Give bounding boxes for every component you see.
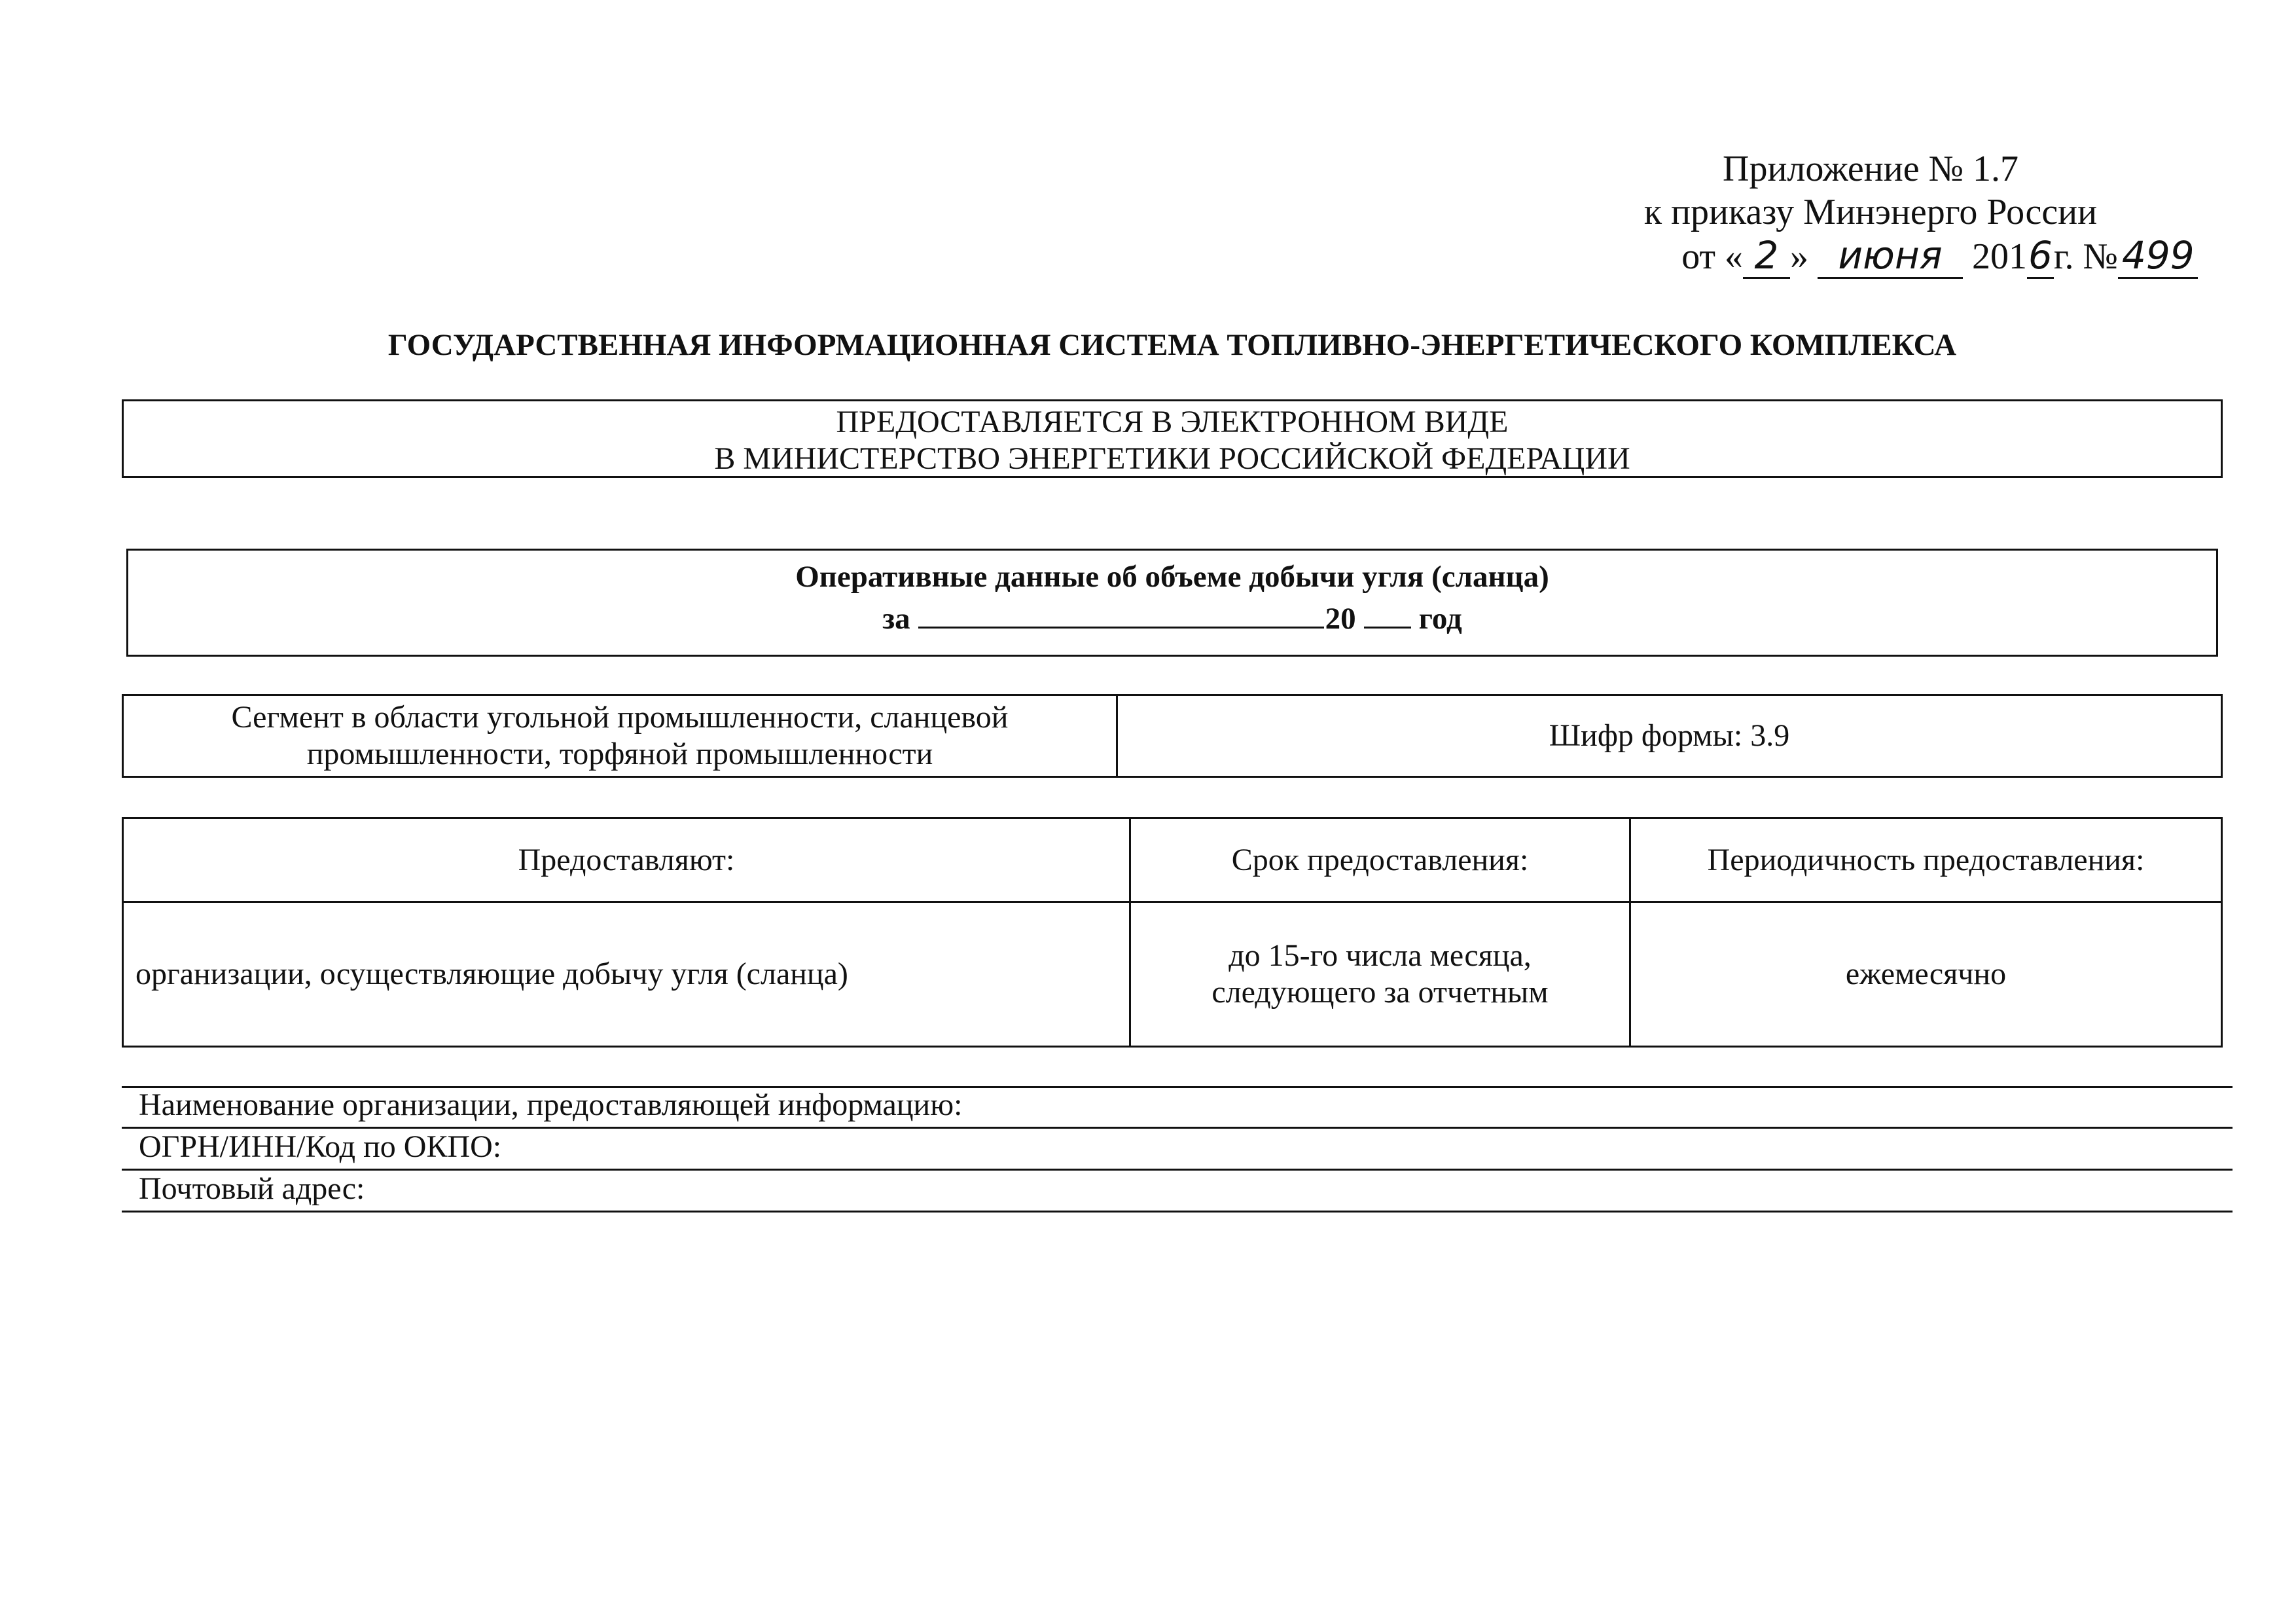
appendix-order-date [1543,234,2198,279]
header-frequency: Периодичность предоставления: [1630,818,2222,902]
notice-line-2: В МИНИСТЕРСТВО ЭНЕРГЕТИКИ РОССИЙСКОЙ ФЕДЕРАЦИИ [714,441,1630,476]
segment-cell [123,695,1117,777]
report-title: Оперативные данные об объеме добычи угля (сланца) [795,560,1549,594]
period-blank-field[interactable] [918,596,1324,629]
org-name-field[interactable]: Наименование организации, предоставляющей информацию: [122,1087,2233,1129]
cell-frequency: ежемесячно [1630,902,2222,1047]
header-who: Предоставляют: [123,818,1130,902]
order-year-suffix: г. № [2053,236,2118,277]
system-title: ГОСУДАРСТВЕННАЯ ИНФОРМАЦИОННАЯ СИСТЕМА ТОПЛИВНО-ЭНЕРГЕТИЧЕСКОГО КОМПЛЕКСА [387,328,1957,362]
deadline-line-2: следующего за отчетным [1211,975,1549,1010]
report-title-box [126,549,2218,657]
order-year-prefix: 201 [1972,236,2027,277]
table-header-row [123,818,2222,902]
cell-who: организации, осуществляющие добычу угля (сланца) [123,902,1130,1047]
form-code-cell: Шифр формы: 3.9 [1117,695,2222,777]
order-number-handwritten: 499 [2118,234,2198,279]
order-year-digit-handwritten: 6 [2028,233,2053,278]
segment-line-2: промышленности, торфяной промышленности [306,737,933,771]
appendix-number: Приложение № 1.7 [1723,149,2018,189]
table-row [123,695,2222,777]
appendix-order-ref: к приказу Минэнерго России [1643,192,2098,232]
appendix-header [1543,147,2198,279]
deadline-line-1: до 15-го числа месяца, [1229,938,1532,973]
submission-notice-box [122,399,2223,478]
period-year: 20 [1325,602,1356,636]
order-month-handwritten: июня [1818,234,1963,279]
postal-address-field[interactable]: Почтовый адрес: [122,1171,2233,1213]
table-row [123,902,2222,1047]
org-ids-field[interactable]: ОГРН/ИНН/Код по ОКПО: [122,1129,2233,1171]
period-prefix: за [882,602,910,636]
order-prefix: от « [1681,236,1743,277]
year-blank-field[interactable] [1364,596,1411,629]
order-day-handwritten: 2 [1743,234,1790,279]
cell-deadline [1130,902,1630,1047]
report-period [128,596,2216,638]
segment-table [122,694,2223,778]
order-mid: » [1790,236,1808,277]
period-suffix: год [1418,602,1462,636]
notice-line-1: ПРЕДОСТАВЛЯЕТСЯ В ЭЛЕКТРОННОМ ВИДЕ [836,405,1509,439]
segment-line-1: Сегмент в области угольной промышленности, сланцевой [231,700,1009,735]
provision-table [122,817,2223,1048]
header-deadline: Срок предоставления: [1130,818,1630,902]
